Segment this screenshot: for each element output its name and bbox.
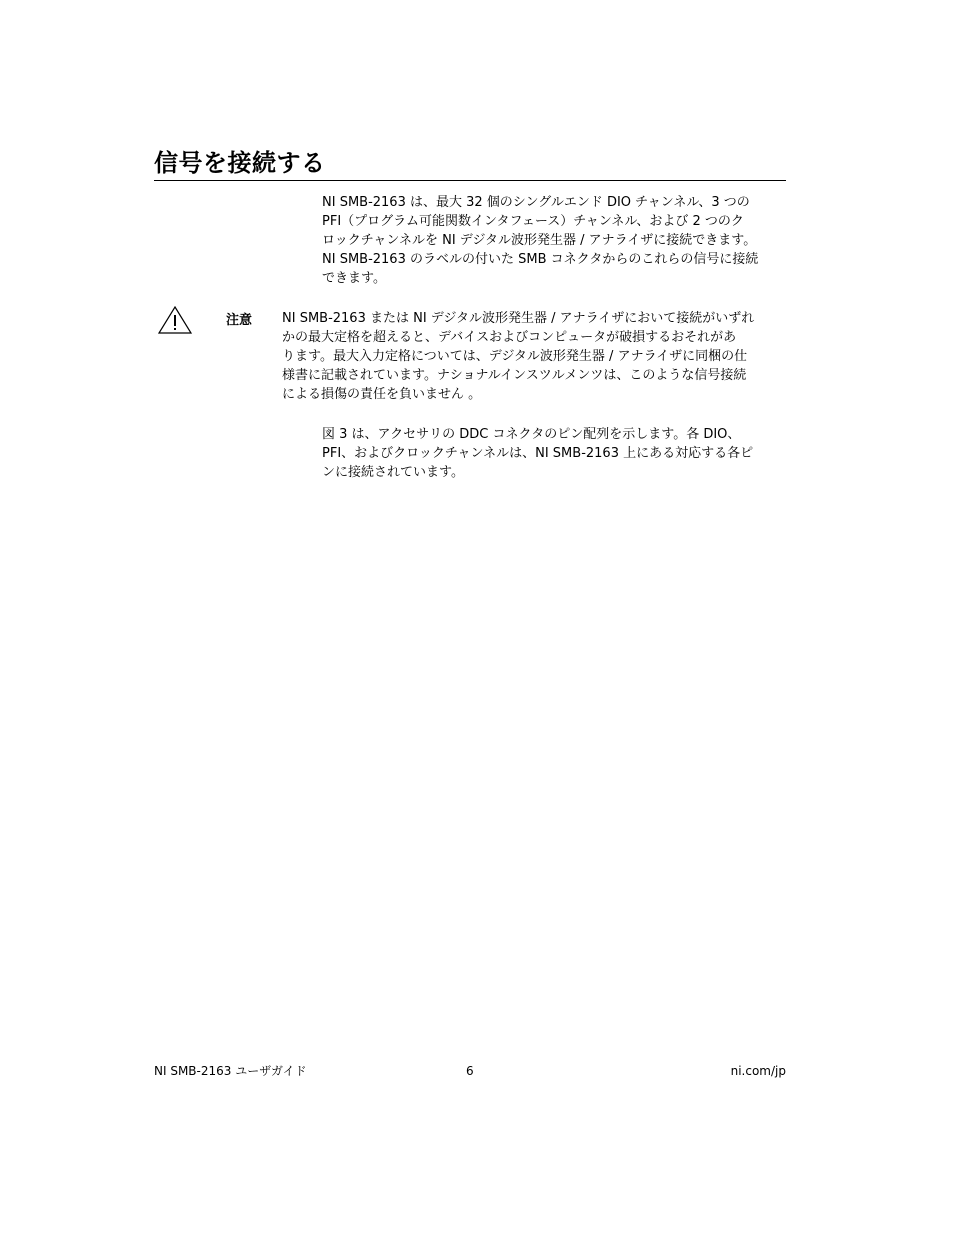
caution-line: ります。最大入力定格については、デジタル波形発生器 / アナライザに同梱の仕: [282, 349, 748, 364]
intro-line: ロックチャンネルを NI デジタル波形発生器 / アナライザに接続できます。: [322, 233, 757, 248]
caution-line: NI SMB-2163 または NI デジタル波形発生器 / アナライザにおいて接続がいずれ: [282, 311, 755, 326]
page-title: 信号を接続する: [154, 149, 326, 177]
caution-line: による損傷の責任を負いません 。: [282, 387, 482, 402]
figure-note-paragraph: [322, 425, 786, 482]
caution-paragraph: [282, 309, 786, 404]
caution-label: 注意: [226, 313, 253, 328]
intro-line: NI SMB-2163 のラベルの付いた SMB コネクタからのこれらの信号に接続: [322, 252, 759, 267]
intro-line: PFI（プログラム可能関数インタフェース）チャンネル、および 2 つのク: [322, 214, 744, 229]
figure-note-line: 図 3 は、アクセサリの DDC コネクタのピン配列を示します。各 DIO、: [322, 427, 741, 442]
caution-line: かの最大定格を超えると、デバイスおよびコンピュータが破損するおそれがあ: [282, 330, 737, 345]
intro-paragraph: [322, 193, 786, 288]
warning-triangle-icon: [158, 306, 192, 334]
footer-page-number: 6: [466, 1064, 474, 1078]
intro-line: NI SMB-2163 は、最大 32 個のシングルエンド DIO チャンネル、3 つの: [322, 195, 750, 210]
footer-document-title: NI SMB-2163 ユーザガイド: [154, 1064, 307, 1078]
figure-note-line: ンに接続されています。: [322, 465, 464, 480]
intro-line: できます。: [322, 271, 386, 286]
footer-website: ni.com/jp: [730, 1064, 786, 1078]
caution-line: 様書に記載されています。ナショナルインスツルメンツは、このような信号接続: [282, 368, 747, 383]
section-heading: [154, 146, 786, 181]
figure-note-line: PFI、およびクロックチャンネルは、NI SMB-2163 上にある対応する各ピ: [322, 446, 754, 461]
